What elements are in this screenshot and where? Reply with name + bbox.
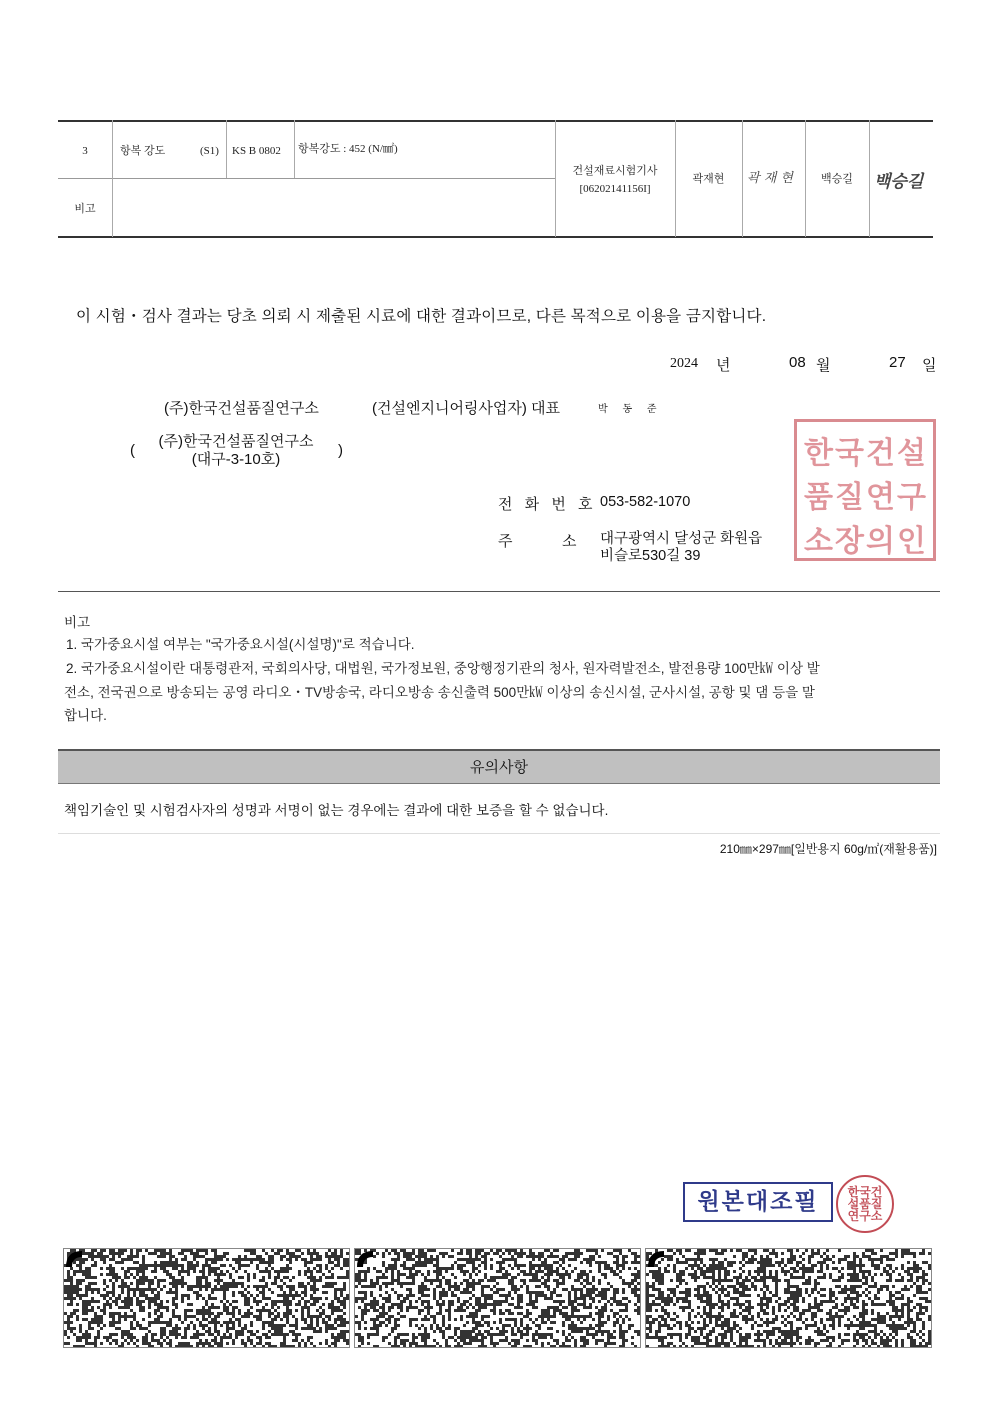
approver-signature: 백승길: [874, 172, 924, 192]
caution-divider: [58, 833, 940, 834]
row-number: 3: [82, 145, 88, 157]
barcode-pattern: [355, 1249, 641, 1348]
note-line-2: 2. 국가중요시설이란 대통령관저, 국회의사당, 대법원, 국가정보원, 중앙행정기관의 청사, 원자력발전소, 발전용량 100만㎾ 이상 발: [66, 661, 820, 676]
col-divider: [869, 120, 870, 237]
paren-open: (: [130, 442, 135, 459]
table-row-divider: [58, 178, 555, 179]
company-seal: [794, 419, 936, 561]
usage-restriction-statement: 이 시험・검사 결과는 당초 의뢰 시 제출된 시료에 대한 결과이므로, 다른 목적으로 이용을 금지합니다.: [76, 308, 767, 325]
col-divider: [294, 120, 295, 178]
seal-glyph: 연: [866, 480, 895, 515]
table-top-border: [58, 120, 933, 122]
document-verification-code-1: [63, 1248, 350, 1348]
date-year: 2024: [670, 356, 698, 371]
col-divider: [112, 120, 113, 237]
address-line-1: 대구광역시 달성군 화원읍: [600, 531, 763, 547]
barcode-pattern: [64, 1249, 350, 1348]
seal-glyph: 소: [804, 524, 833, 559]
certified-copy-seal: [836, 1175, 894, 1233]
organization-name: (주)한국건설품질연구소: [164, 400, 319, 417]
note-line-1: 1. 국가중요시설 여부는 "국가중요시설(시설명)"로 적습니다.: [66, 637, 415, 652]
test-item: 항복 강도: [120, 145, 166, 157]
test-result-table: [58, 120, 933, 237]
qualification-number: [06202141156I]: [579, 183, 651, 195]
remarks-label: 비고: [74, 203, 96, 215]
phone-label: 전 화 번 호: [498, 496, 597, 513]
seal-glyph: 건: [866, 436, 895, 471]
sample-id: (S1): [200, 145, 219, 157]
document-verification-code-3: [645, 1248, 932, 1348]
phone-number: 053-582-1070: [600, 494, 691, 510]
date-day: 27: [889, 354, 906, 371]
caution-header: 유의사항: [58, 749, 940, 784]
document-verification-code-2: [354, 1248, 641, 1348]
notes-title: 비고: [64, 615, 91, 630]
seal-glyph: 장: [835, 524, 864, 559]
seal-glyph: 국: [835, 436, 864, 471]
approver-name: 백승길: [821, 173, 853, 185]
address-line-2: 비슬로530길 39: [600, 548, 701, 564]
seal-glyph: 설: [897, 436, 926, 471]
col-divider: [742, 120, 743, 237]
col-divider: [226, 120, 227, 178]
seal-glyph: 의: [866, 524, 895, 559]
organization-type: (건설엔지니어링사업자) 대표: [372, 400, 561, 417]
note-line-3: 전소, 전국권으로 방송되는 공영 라디오・TV방송국, 라디오방송 송신출력 500만㎾ 이상의 송신시설, 군사시설, 공항 및 댐 등을 말: [64, 685, 815, 700]
address: [600, 531, 762, 565]
seal-glyph: 구: [897, 480, 926, 515]
test-result: 항복강도 : 452 (N/㎟): [298, 143, 398, 155]
caution-text: 책임기술인 및 시험검사자의 성명과 서명이 없는 경우에는 결과에 대한 보증을 할 수 없습니다.: [64, 803, 609, 818]
paper-spec: 210㎜×297㎜[일반용지 60g/㎡(재활용품)]: [719, 842, 937, 856]
seal-glyph: 인: [897, 524, 926, 559]
certified-copy-stamp: 원본대조필: [683, 1182, 833, 1222]
qualification: 건설재료시험기사: [572, 165, 658, 177]
barcode-pattern: [646, 1249, 932, 1348]
seal-glyph: 질: [835, 480, 864, 515]
certified-copy-seal-text: 한국건설품질연구소: [847, 1185, 883, 1223]
date-month: 08: [789, 354, 806, 371]
col-divider: [555, 120, 556, 237]
tester-name: 곽재현: [692, 173, 725, 185]
date-day-unit: 일: [922, 357, 937, 374]
representative-name: 박 동 준: [598, 404, 663, 415]
test-standard: KS B 0802: [232, 145, 281, 157]
seal-glyphs: [803, 428, 927, 559]
date-year-unit: 년: [716, 357, 731, 374]
organization-block: [141, 433, 331, 469]
address-label-1: 주: [498, 533, 517, 550]
address-label-2: 소: [562, 533, 581, 550]
organization-name-2: (주)한국건설품질연구소: [158, 433, 314, 450]
section-divider: [58, 591, 940, 592]
table-bottom-border: [58, 236, 933, 238]
paren-close: ): [338, 442, 343, 459]
date-month-unit: 월: [816, 357, 831, 374]
tester-signature: 곽 재 현: [747, 171, 793, 186]
seal-glyph: 품: [804, 480, 833, 515]
seal-glyph: 한: [804, 436, 833, 471]
registration-number: (대구-3-10호): [191, 451, 281, 468]
note-line-4: 합니다.: [64, 708, 107, 723]
